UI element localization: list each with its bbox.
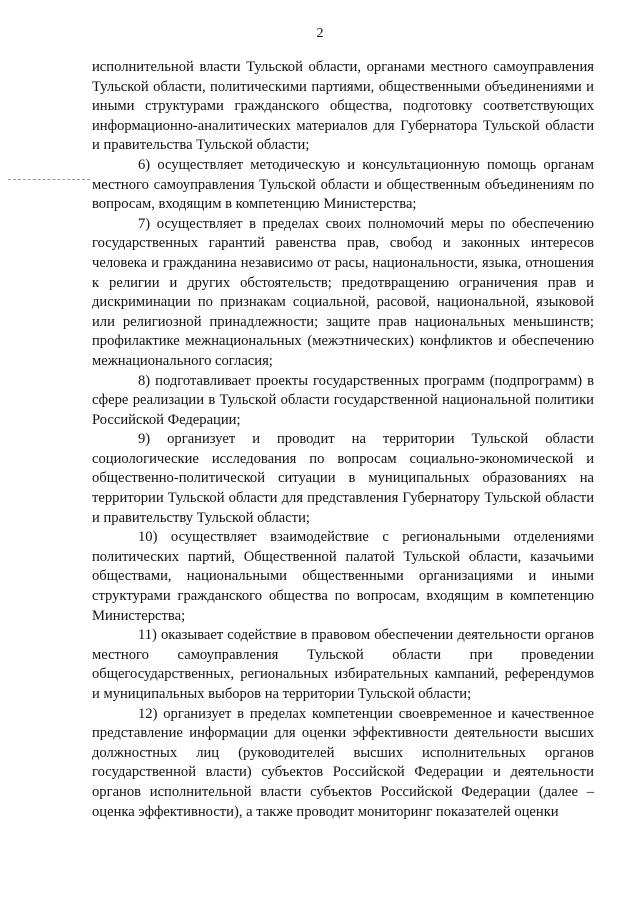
paragraph-item-9: 9) организует и проводит на территории Тульской области социологические исследования по вопросам социально-экономической и общественно-политической ситуации в муниципальных образованиях на территории Тульской области для представления Губернатору Тульской области и правительству Тульской области; [92,431,594,526]
paragraph-item-11: 11) оказывает содействие в правовом обеспечении деятельности органов местного самоуправления Тульской области при проведении общегосударственных, региональных избирательных кампаний, референдумов и муниципальных выборов на территории Тульской области; [92,627,594,702]
paragraph-item-6: 6) осуществляет методическую и консультационную помощь органам местного самоуправления Тульской области и общественным объединениям по вопросам, входящим в компетенцию Министерства; [92,156,594,213]
paragraph-item-12: 12) организует в пределах компетенции своевременное и качественное представление информации для оценки эффективности деятельности высших должностных лиц (руководителей высших исполнительных органов государственной власти) субъектов Российской Федерации и деятельности органов исполнительной власти субъектов Российской Федерации (далее – оценка эффективности), а также проводит мониторинг показателей оценки [92,705,594,820]
paragraph-continuation: исполнительной власти Тульской области, органами местного самоуправления Тульской области, политическими партиями, общественными объединениями и иными структурами гражданского общества, подготовку соответствующих информационно-аналитических материалов для Губернатора Тульской области и правительства Тульской области; [92,59,594,154]
paragraph-item-10: 10) осуществляет взаимодействие с региональными отделениями политических партий, Общественной палатой Тульской области, казачьими обществами, национальными общественными организациями и иными структурами гражданского общества по вопросам, входящим в компетенцию Министерства; [92,529,594,624]
scan-margin-mark [8,179,90,180]
document-body [92,58,594,822]
page-number: 2 [316,26,324,41]
paragraph-item-8: 8) подготавливает проекты государственных программ (подпрограмм) в сфере реализации в Тульской области государственной национальной политики Российской Федерации; [92,372,594,428]
paragraph-item-7: 7) осуществляет в пределах своих полномочий меры по обеспечению государственных гарантий равенства прав, свобод и законных интересов человека и гражданина независимо от расы, национальности, языка, отношения к религии и других обстоятельств; предотвращению ограничения прав и дискриминации по признакам социальной, расовой, национальной, языковой или религиозной принадлежности; защите прав национальных меньшинств; профилактике межнациональных (межэтнических) конфликтов и обеспечению межнационального согласия; [92,215,594,369]
